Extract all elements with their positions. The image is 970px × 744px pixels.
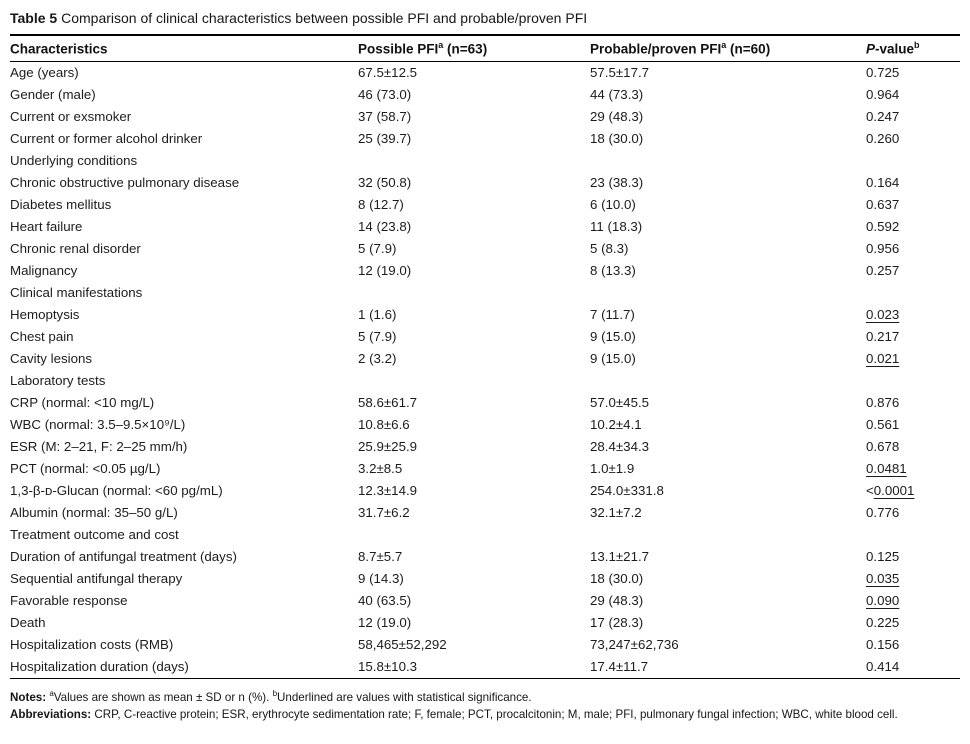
table-row (10, 128, 960, 150)
probable-pfi-value: 29 (48.3) (590, 592, 644, 608)
probable-pfi-value: 1.0±1.9 (590, 460, 635, 476)
possible-pfi-value: 58,465±52,292 (358, 636, 447, 652)
clinical-characteristics-table (10, 34, 960, 679)
row-label: Death (10, 614, 46, 630)
p-value: 0.956 (866, 240, 900, 256)
row-label: Hemoptysis (10, 306, 80, 322)
abbreviations-line (10, 706, 960, 723)
col-header-probable-proven-pfi: Probable/proven PFI$^a$ (n=60) (590, 35, 866, 61)
possible-pfi-value: 12.3±14.9 (358, 482, 418, 498)
p-value: 0.247 (866, 108, 900, 124)
abbreviations-text: CRP, C-reactive protein; ESR, erythrocyte sedimentation rate; F, female; PCT, procalcitonin; M, male; PFI, pulmonary fungal infection; WBC, white blood cell. (94, 708, 898, 722)
p-value: 0.964 (866, 86, 900, 102)
section-row (10, 282, 960, 304)
possible-pfi-value: 37 (58.7) (358, 108, 412, 124)
notes-label: Notes: (10, 690, 47, 704)
row-label: Gender (male) (10, 86, 96, 102)
possible-pfi-value: 25.9±25.9 (358, 438, 418, 454)
col-header-p-value: P-value$^b$ (866, 35, 960, 61)
p-value: 0.592 (866, 218, 900, 234)
section-row (10, 524, 960, 546)
p-value: 0.156 (866, 636, 900, 652)
p-value: <0.0001 (866, 482, 915, 498)
table-row (10, 84, 960, 106)
p-value: 0.678 (866, 438, 900, 454)
possible-pfi-value: 12 (19.0) (358, 614, 412, 630)
row-label: 1,3-β-ᴅ-Glucan (normal: <60 pg/mL) (10, 482, 223, 498)
section-label: Clinical manifestations (10, 284, 143, 300)
possible-pfi-value: 2 (3.2) (358, 350, 397, 366)
table-row (10, 546, 960, 568)
probable-pfi-value: 8 (13.3) (590, 262, 636, 278)
possible-pfi-value: 46 (73.0) (358, 86, 412, 102)
possible-pfi-value: 3.2±8.5 (358, 460, 403, 476)
p-value: 0.257 (866, 262, 900, 278)
p-value: 0.561 (866, 416, 900, 432)
possible-pfi-value: 14 (23.8) (358, 218, 412, 234)
p-value: 0.260 (866, 130, 900, 146)
p-value: 0.0481 (866, 460, 907, 476)
p-value: 0.776 (866, 504, 900, 520)
table-caption: Comparison of clinical characteristics between possible PFI and probable/proven PFI (61, 10, 588, 26)
row-label: Hospitalization costs (RMB) (10, 636, 174, 652)
col-header-characteristics: Characteristics (10, 35, 358, 61)
probable-pfi-value: 254.0±331.8 (590, 482, 664, 498)
possible-pfi-value: 32 (50.8) (358, 174, 412, 190)
probable-pfi-value: 18 (30.0) (590, 130, 644, 146)
probable-pfi-value: 17 (28.3) (590, 614, 644, 630)
section-label: Laboratory tests (10, 372, 106, 388)
probable-pfi-value: 28.4±34.3 (590, 438, 650, 454)
table-row (10, 238, 960, 260)
probable-pfi-value: 7 (11.7) (590, 306, 635, 322)
probable-pfi-value: 57.0±45.5 (590, 394, 650, 410)
table-row (10, 656, 960, 679)
abbreviations-label: Abbreviations: (10, 708, 92, 722)
p-value: 0.021 (866, 350, 900, 366)
p-value: 0.023 (866, 306, 900, 322)
probable-pfi-value: 9 (15.0) (590, 350, 636, 366)
row-label: Age (years) (10, 64, 79, 80)
possible-pfi-value: 8.7±5.7 (358, 548, 403, 564)
table-row (10, 172, 960, 194)
probable-pfi-value: 32.1±7.2 (590, 504, 642, 520)
probable-pfi-value: 44 (73.3) (590, 86, 644, 102)
p-value: 0.414 (866, 658, 900, 674)
table-title (10, 9, 960, 27)
possible-pfi-value: 10.8±6.6 (358, 416, 410, 432)
row-label: Duration of antifungal treatment (days) (10, 548, 237, 564)
probable-pfi-value: 13.1±21.7 (590, 548, 650, 564)
header-row (10, 35, 960, 61)
table-label: Table 5 (10, 10, 58, 26)
possible-pfi-value: 25 (39.7) (358, 130, 412, 146)
table-row (10, 634, 960, 656)
table-row (10, 436, 960, 458)
p-value: 0.876 (866, 394, 900, 410)
table-row (10, 216, 960, 238)
table-row (10, 568, 960, 590)
p-value: 0.164 (866, 174, 900, 190)
table-row (10, 304, 960, 326)
row-label: Diabetes mellitus (10, 196, 112, 212)
possible-pfi-value: 40 (63.5) (358, 592, 412, 608)
probable-pfi-value: 10.2±4.1 (590, 416, 642, 432)
possible-pfi-value: 67.5±12.5 (358, 64, 418, 80)
row-label: Chronic obstructive pulmonary disease (10, 174, 240, 190)
table-row (10, 414, 960, 436)
possible-pfi-value: 5 (7.9) (358, 240, 397, 256)
section-row (10, 370, 960, 392)
possible-pfi-value: 31.7±6.2 (358, 504, 410, 520)
row-label: ESR (M: 2–21, F: 2–25 mm/h) (10, 438, 188, 454)
table-row (10, 61, 960, 84)
p-value: 0.217 (866, 328, 900, 344)
possible-pfi-value: 58.6±61.7 (358, 394, 418, 410)
row-label: CRP (normal: <10 mg/L) (10, 394, 155, 410)
probable-pfi-value: 57.5±17.7 (590, 64, 650, 80)
table-row (10, 106, 960, 128)
row-label: Current or former alcohol drinker (10, 130, 203, 146)
row-label: PCT (normal: <0.05 µg/L) (10, 460, 161, 476)
row-label: Sequential antifungal therapy (10, 570, 183, 586)
probable-pfi-value: 17.4±11.7 (590, 658, 649, 674)
probable-pfi-value: 11 (18.3) (590, 218, 643, 234)
p-value: 0.125 (866, 548, 900, 564)
possible-pfi-value: 5 (7.9) (358, 328, 397, 344)
table-row (10, 612, 960, 634)
probable-pfi-value: 23 (38.3) (590, 174, 644, 190)
row-label: Chest pain (10, 328, 74, 344)
probable-pfi-value: 9 (15.0) (590, 328, 636, 344)
probable-pfi-value: 73,247±62,736 (590, 636, 679, 652)
section-label: Underlying conditions (10, 152, 138, 168)
p-value: 0.637 (866, 196, 900, 212)
row-label: Current or exsmoker (10, 108, 132, 124)
p-value: 0.090 (866, 592, 900, 608)
possible-pfi-value: 1 (1.6) (358, 306, 397, 322)
row-label: Favorable response (10, 592, 128, 608)
section-row (10, 150, 960, 172)
table-row (10, 260, 960, 282)
table-row (10, 194, 960, 216)
possible-pfi-value: 15.8±10.3 (358, 658, 418, 674)
probable-pfi-value: 18 (30.0) (590, 570, 644, 586)
possible-pfi-value: 8 (12.7) (358, 196, 404, 212)
table-row (10, 326, 960, 348)
table-row (10, 590, 960, 612)
row-label: Hospitalization duration (days) (10, 658, 189, 674)
possible-pfi-value: 12 (19.0) (358, 262, 412, 278)
notes-line (10, 685, 960, 706)
section-label: Treatment outcome and cost (10, 526, 179, 542)
probable-pfi-value: 29 (48.3) (590, 108, 644, 124)
note-superscript-b: b (272, 688, 278, 698)
note-superscript-a: a (49, 688, 54, 698)
row-label: Cavity lesions (10, 350, 93, 366)
table-row (10, 348, 960, 370)
note-text-b: Underlined are values with statistical significance. (277, 690, 532, 704)
probable-pfi-value: 5 (8.3) (590, 240, 629, 256)
table-row (10, 502, 960, 524)
row-label: Malignancy (10, 262, 78, 278)
table-row (10, 458, 960, 480)
p-value: 0.035 (866, 570, 900, 586)
table-row (10, 392, 960, 414)
row-label: Chronic renal disorder (10, 240, 141, 256)
possible-pfi-value: 9 (14.3) (358, 570, 404, 586)
row-label: Heart failure (10, 218, 83, 234)
col-header-possible-pfi: Possible PFI$^a$ (n=63) (358, 35, 590, 61)
table-row (10, 480, 960, 502)
table-body (10, 61, 960, 678)
table-header (10, 35, 960, 61)
row-label: WBC (normal: 3.5–9.5×10⁹/L) (10, 416, 186, 432)
p-value: 0.225 (866, 614, 900, 630)
probable-pfi-value: 6 (10.0) (590, 196, 636, 212)
p-value: 0.725 (866, 64, 900, 80)
row-label: Albumin (normal: 35–50 g/L) (10, 504, 178, 520)
note-text-a: Values are shown as mean ± SD or n (%). (53, 690, 273, 704)
notes-section (10, 685, 960, 724)
